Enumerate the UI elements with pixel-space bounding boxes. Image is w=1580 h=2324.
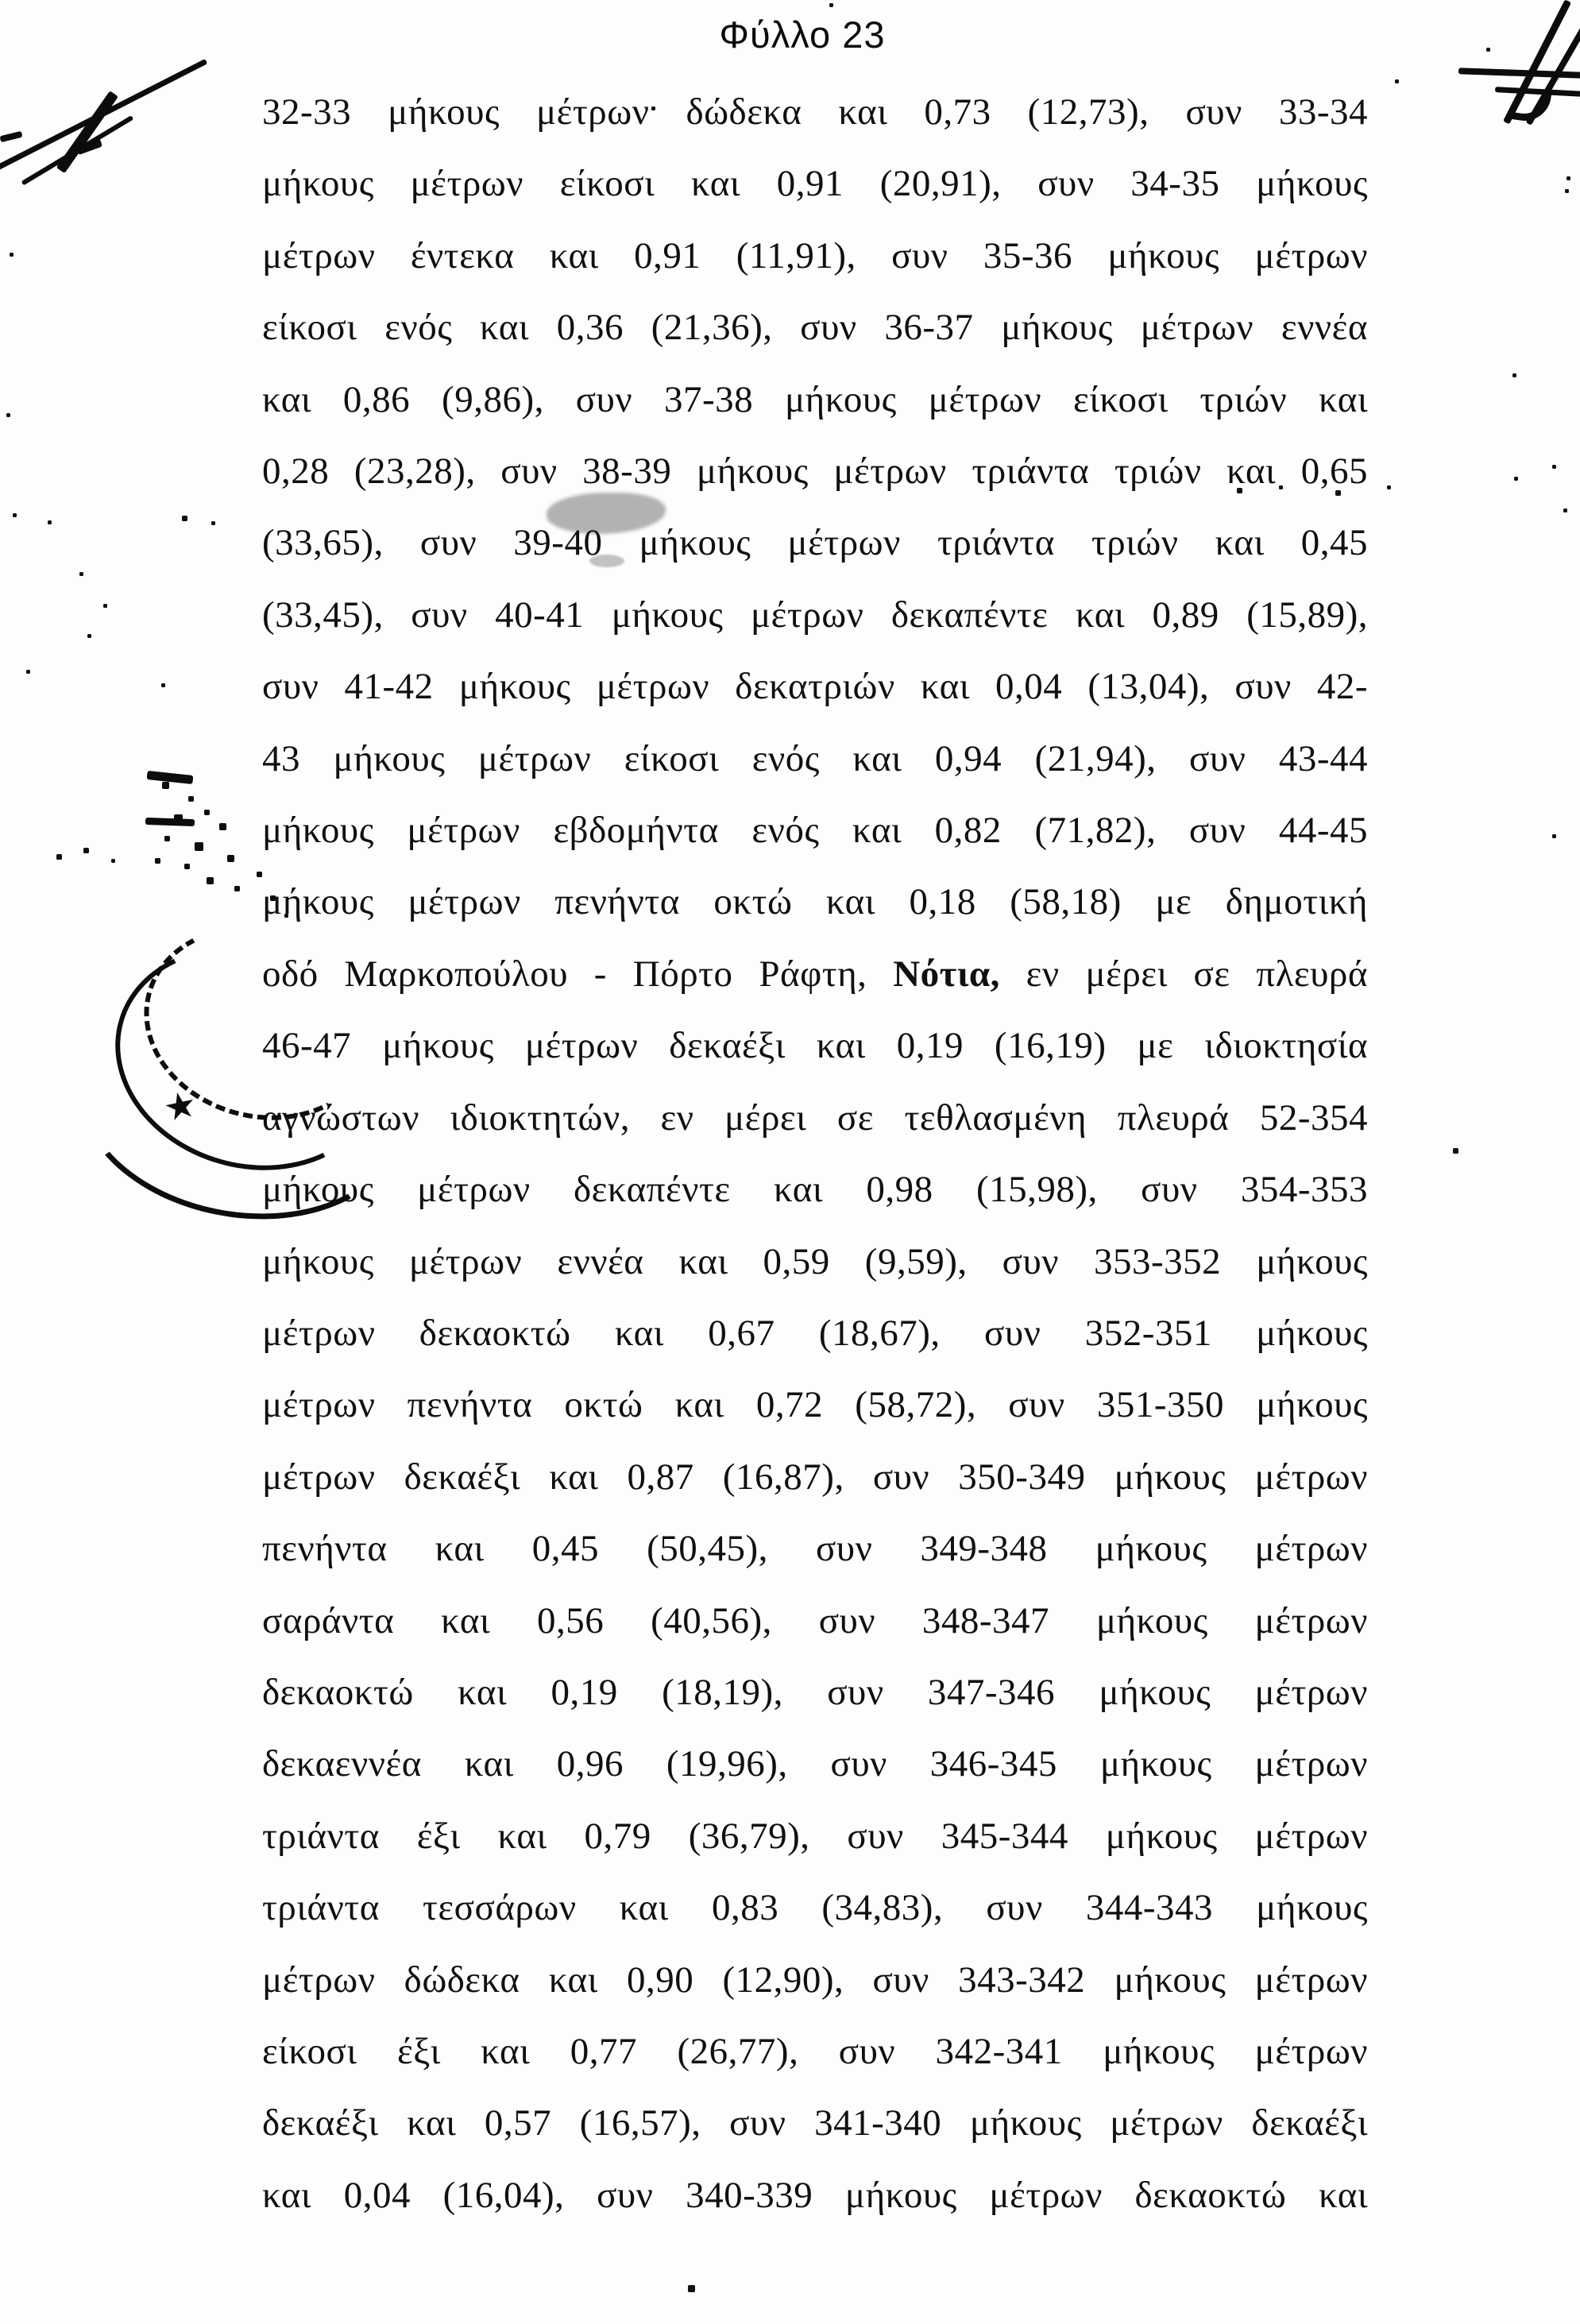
text-line: και 0,04 (16,04), συν 340-339 μήκους μέτρων δεκαοκτώ και [262,2174,1368,2216]
pen-stroke-icon [0,32,238,215]
text-line: μέτρων δεκαέξι και 0,87 (16,87), συν 350-349 μήκους μέτρων [262,1456,1368,1498]
stamp-dash [145,818,195,826]
text-line: είκοσι έξι και 0,77 (26,77), συν 342-341 μήκους μέτρων [262,2030,1368,2072]
text-line: μήκους μέτρων εννέα και 0,59 (9,59), συν 353-352 μήκους [262,1240,1368,1282]
text-line: πενήντα και 0,45 (50,45), συν 349-348 μήκους μέτρων [262,1528,1368,1570]
text-line: μέτρων πενήντα οκτώ και 0,72 (58,72), συν 351-350 μήκους [262,1384,1368,1426]
stamp-speckles [70,761,71,762]
text-line: 32-33 μήκους μέτρων δώδεκα και 0,73 (12,73), συν 33-34 [262,91,1368,133]
text-line: (33,65), συν 39-40 μήκους μέτρων τριάντα τριών και 0,45 [262,522,1368,564]
ink-stamp-icon [70,761,419,1230]
text-line: 43 μήκους μέτρων είκοσι ενός και 0,94 (21,94), συν 43-44 [262,737,1368,779]
ink-smudge [589,555,624,567]
text-line: μήκους μέτρων πενήντα οκτώ και 0,18 (58,18) με δημοτική [262,881,1368,923]
star-icon: ★ [159,1081,201,1131]
text-line: και 0,86 (9,86), συν 37-38 μήκους μέτρων είκοσι τριών και [262,378,1368,420]
document-body [262,76,1368,2231]
text-line: τριάντα τεσσάρων και 0,83 (34,83), συν 344-343 μήκους [262,1887,1368,1929]
pen-stroke-hook [1507,87,1551,125]
text-line: μέτρων δώδεκα και 0,90 (12,90), συν 343-342 μήκους μέτρων [262,1959,1368,2001]
pen-stroke-blob [0,131,23,143]
stamp-dash [147,771,194,784]
text-line: μήκους μέτρων εβδομήντα ενός και 0,82 (71,82), συν 44-45 [262,810,1368,852]
text-line: σαράντα και 0,56 (40,56), συν 348-347 μήκους μέτρων [262,1599,1368,1641]
text-line: μέτρων έντεκα και 0,91 (11,91), συν 35-36 μήκους μέτρων [262,234,1368,276]
text-line: οδό Μαρκοπούλου - Πόρτο Ράφτη, Νότια, εν μέρει σε πλευρά [262,953,1368,995]
text-line: μήκους μέτρων δεκαπέντε και 0,98 (15,98), συν 354-353 [262,1169,1368,1211]
text-line: είκοσι ενός και 0,36 (21,36), συν 36-37 μήκους μέτρων εννέα [262,307,1368,349]
text-line: 46-47 μήκους μέτρων δεκαέξι και 0,19 (16,19) με ιδιοκτησία [262,1025,1368,1067]
text-line: δεκαέξι και 0,57 (16,57), συν 341-340 μήκους μέτρων δεκαέξι [262,2102,1368,2144]
text-line: συν 41-42 μήκους μέτρων δεκατριών και 0,04 (13,04), συν 42- [262,666,1368,708]
text-line: αγνώστων ιδιοκτητών, εν μέρει σε τεθλασμένη πλευρά 52-354 [262,1096,1368,1139]
text-line: μήκους μέτρων είκοσι και 0,91 (20,91), συν 34-35 μήκους [262,163,1368,205]
text-line: 0,28 (23,28), συν 38-39 μήκους μέτρων τριάντα τριών και 0,65 [262,450,1368,493]
bold-text: Νότια, [893,953,1000,995]
scan-speckles [0,0,1,1]
text-line: δεκαοκτώ και 0,19 (18,19), συν 347-346 μήκους μέτρων [262,1671,1368,1713]
text-line: (33,45), συν 40-41 μήκους μέτρων δεκαπέντε και 0,89 (15,89), [262,594,1368,636]
text-line: τριάντα έξι και 0,79 (36,79), συν 345-344 μήκους μέτρων [262,1815,1368,1857]
sheet-number-heading: Φύλλο 23 [719,14,886,56]
text-line: δεκαεννέα και 0,96 (19,96), συν 346-345 μήκους μέτρων [262,1743,1368,1785]
text-line: μέτρων δεκαοκτώ και 0,67 (18,67), συν 352-351 μήκους [262,1312,1368,1354]
